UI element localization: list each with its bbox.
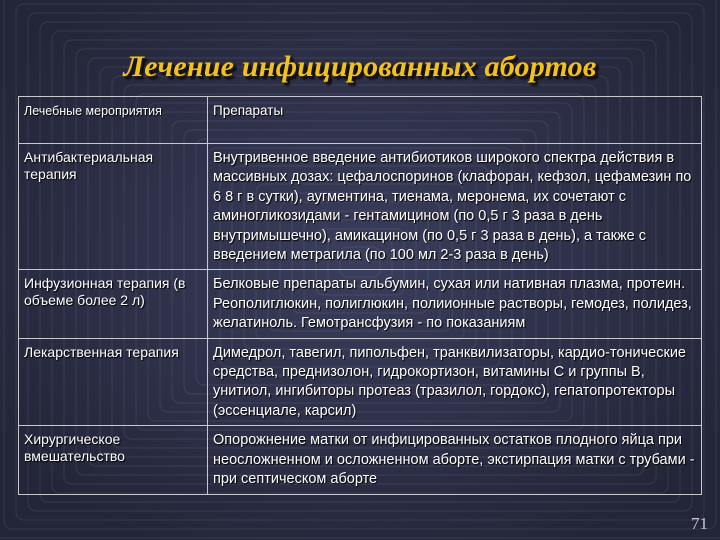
row-measure: Хирургическое вмешательство — [19, 426, 208, 494]
row-measure: Инфузионная терапия (в объеме более 2 л) — [19, 270, 208, 338]
treatment-table — [18, 96, 702, 495]
table-row — [19, 270, 702, 338]
row-measure: Антибактериальная терапия — [19, 144, 208, 270]
row-drugs: Опорожнение матки от инфицированных остатков плодного яйца при неосложненном и осложненном аборте, экстирпация матки с трубами - при септическом аборте — [208, 426, 702, 494]
header-measures: Лечебные мероприятия — [19, 97, 208, 144]
slide-title: Лечение инфицированных абортов — [123, 50, 597, 83]
row-drugs: Димедрол, тавегил, пипольфен, транквилизаторы, кардио-тонические средства, преднизолон, гидрокортизон, витамины С и группы В, унитиол, ингибиторы протеаз (тразилол, гордокс), гепатопротекторы (эссенциале, карсил) — [208, 338, 702, 426]
row-drugs: Белковые препараты альбумин, сухая или нативная плазма, протеин. Реополиглюкин, полиглюкин, полиионные растворы, гемодез, полидез, желатиноль. Гемотрансфузия - по показаниям — [208, 270, 702, 338]
table-header-row — [19, 97, 702, 144]
table-row — [19, 426, 702, 494]
page-number: 71 — [691, 514, 708, 533]
table-row — [19, 144, 702, 270]
row-measure: Лекарственная терапия — [19, 338, 208, 426]
row-drugs: Внутривенное введение антибиотиков широкого спектра действия в массивных дозах: цефалоспоринов (клафоран, кефзол, цефамезин по 6 8 г в сутки), аугментина, тиенама, меронема, их сочетают с аминогликозидами - гентамицином (по 0,5 г 3 раза в день внутримышечно), амикацином (по 0,5 г 3 раза в день), а также с введением метрагила (по 100 мл 2-3 раза в день) — [208, 144, 702, 270]
header-drugs: Препараты — [208, 97, 702, 144]
table-row — [19, 338, 702, 426]
